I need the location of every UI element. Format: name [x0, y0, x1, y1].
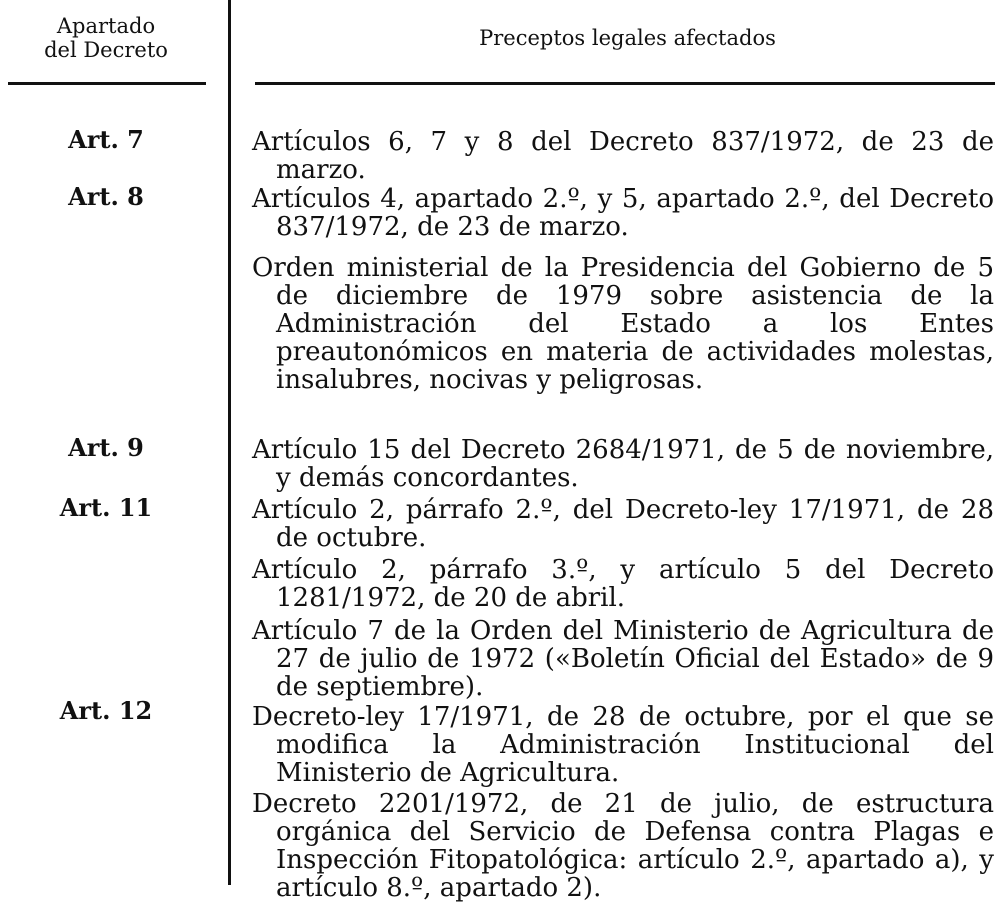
- article-label-11: Art. 11: [59, 493, 153, 522]
- column-header-apartado-line2: del Decreto: [44, 38, 168, 62]
- column-header-apartado-line1: Apartado: [56, 14, 156, 38]
- header-rule-right: [255, 82, 995, 85]
- precept-entry: Orden ministerial de la Presidencia del Gobierno de 5 de diciembre de 1979 sobre asistencia de la Administración del Estado a los Entes preautonómicos en materia de actividades molestas, insalubres, nocivas y peligrosas.: [252, 253, 994, 395]
- precept-entry: Artículo 2, párrafo 3.º, y artículo 5 del Decreto 1281/1972, de 20 de abril.: [252, 555, 994, 613]
- precept-entry: Artículo 15 del Decreto 2684/1971, de 5 de noviembre, y demás concordantes.: [252, 435, 994, 493]
- column-divider: [228, 0, 231, 885]
- precept-entry: Decreto 2201/1972, de 21 de julio, de estructura orgánica del Servicio de Defensa contra Plagas e Inspección Fitopatológica: artículo 2.º, apartado a), y artículo 8.º, apartado 2).: [252, 789, 994, 903]
- column-header-preceptos: Preceptos legales afectados: [479, 26, 776, 50]
- precept-entry: Artículos 4, apartado 2.º, y 5, apartado 2.º, del Decreto 837/1972, de 23 de marzo.: [252, 184, 994, 242]
- article-label-7: Art. 7: [68, 125, 144, 154]
- precept-entry: Artículos 6, 7 y 8 del Decreto 837/1972, de 23 de marzo.: [252, 127, 994, 185]
- article-label-9: Art. 9: [68, 433, 144, 462]
- column-header-apartado: [0, 14, 212, 62]
- article-label-8: Art. 8: [68, 182, 144, 211]
- precept-entry: Decreto-ley 17/1971, de 28 de octubre, por el que se modifica la Administración Institucional del Ministerio de Agricultura.: [252, 702, 994, 788]
- article-label-12: Art. 12: [59, 696, 153, 725]
- header-rule-left: [8, 82, 206, 85]
- precept-entry: Artículo 2, párrafo 2.º, del Decreto-ley 17/1971, de 28 de octubre.: [252, 495, 994, 553]
- precept-entry: Artículo 7 de la Orden del Ministerio de Agricultura de 27 de julio de 1972 («Boletín Oficial del Estado» de 9 de septiembre).: [252, 616, 994, 702]
